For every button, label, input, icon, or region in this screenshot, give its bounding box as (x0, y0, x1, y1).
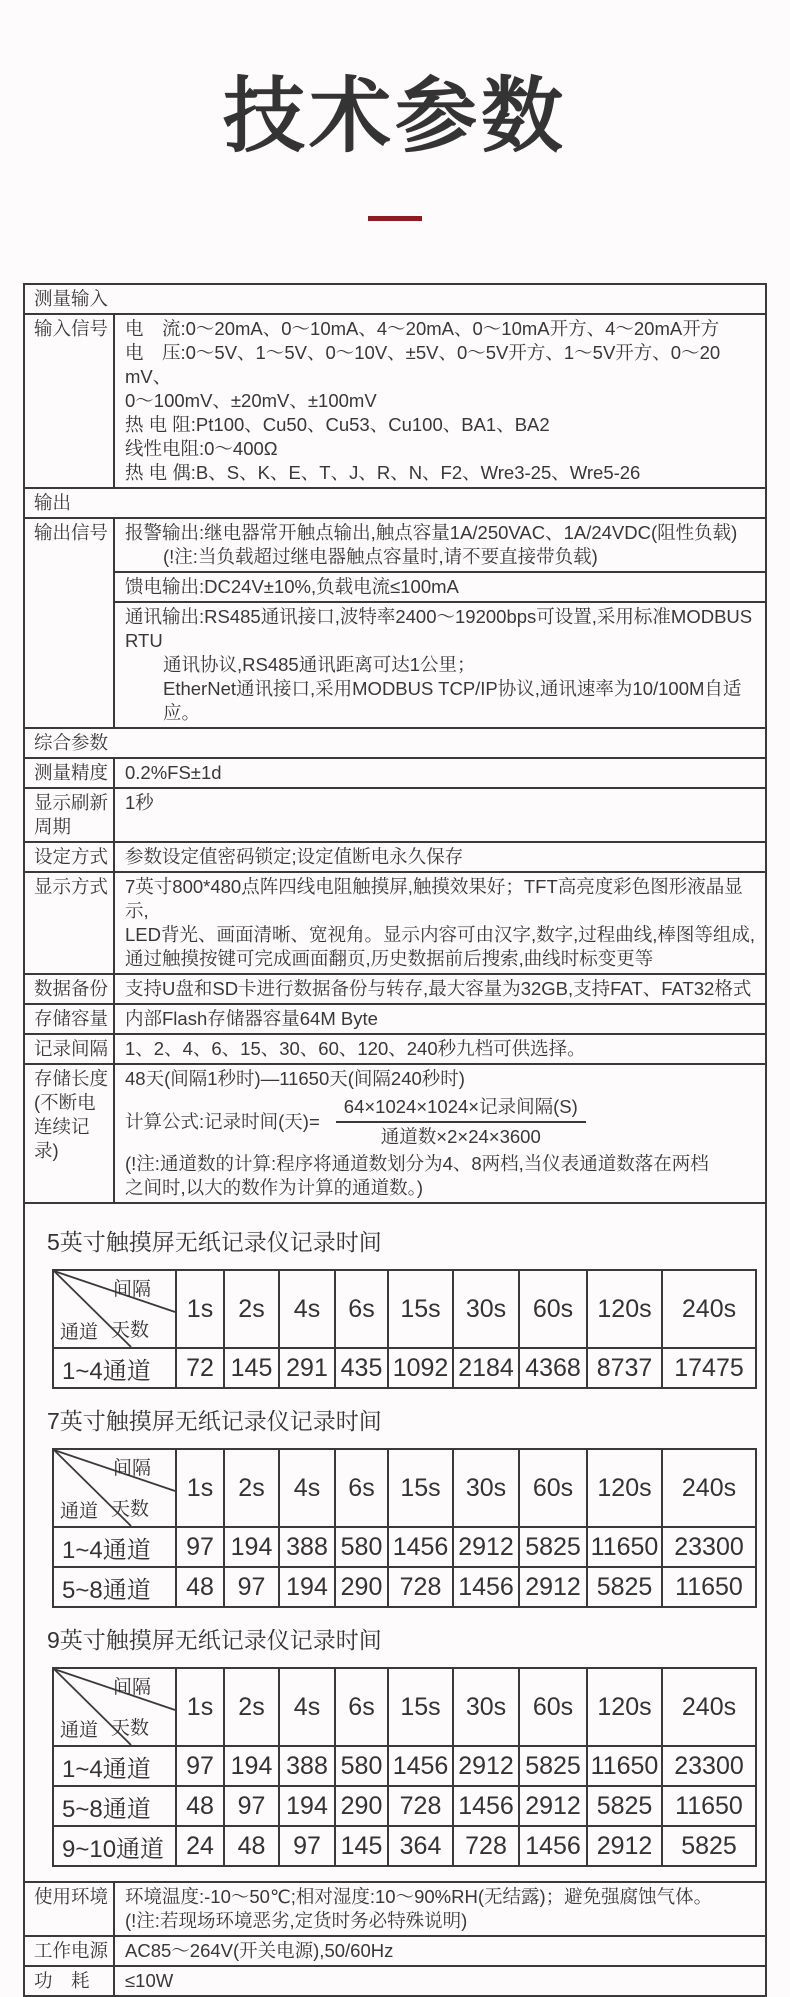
record-value-cell: 24 (175, 1827, 223, 1865)
alarm-output-subrow (115, 519, 765, 571)
display-mode-line: 通过触摸按键可完成画面翻页,历史数据前后搜索,曲线时标变更等 (125, 948, 654, 970)
feed-output-line: 馈电输出:DC24V±10%,负载电流≤100mA (125, 576, 459, 598)
storage-range-line: 48天(间隔1秒时)—11650天(间隔240秒时) (125, 1068, 465, 1090)
interval-header-cell: 2s (223, 1450, 278, 1526)
diagonal-header-cell (54, 1450, 175, 1526)
interval-header-cell: 60s (518, 1271, 586, 1347)
record-value-cell: 8737 (586, 1349, 661, 1387)
record-value-cell: 97 (278, 1827, 334, 1865)
corner-label-days: 天数 (110, 1499, 149, 1521)
interval-header-cell: 30s (452, 1669, 518, 1745)
interval-header-cell: 240s (661, 1271, 755, 1347)
record-value-cell: 2912 (518, 1787, 586, 1825)
section-header-output: 输出 (25, 487, 765, 517)
display-mode-line: LED背光、画面清晰、宽视角。显示内容可由汉字,数字,过程曲线,棒图等组成, (125, 924, 756, 946)
row-label: 记录间隔 (25, 1035, 115, 1063)
channel-label-cell: 1~4通道 (62, 1755, 151, 1783)
row-label: 输出信号 (25, 519, 115, 727)
record-value-cell: 72 (175, 1349, 223, 1387)
record-value-cell: 23300 (661, 1528, 755, 1566)
row-value (115, 519, 765, 727)
formula-fraction (336, 1095, 586, 1149)
interval-header-cell: 30s (452, 1450, 518, 1526)
corner-label-channel: 通道 (60, 1720, 99, 1742)
record-value-cell: 97 (223, 1787, 278, 1825)
diagonal-header-cell (54, 1271, 175, 1347)
record-value-cell: 2184 (452, 1349, 518, 1387)
interval-header-cell: 2s (223, 1271, 278, 1347)
record-row (54, 1745, 755, 1785)
row-label-line: 显示刷新 (34, 792, 109, 814)
record-row (54, 1566, 755, 1606)
record-value-cell: 290 (334, 1787, 387, 1825)
record-value-cell: 1092 (387, 1349, 452, 1387)
record-value-cell: 1456 (452, 1568, 518, 1606)
row-value: 1秒 (125, 792, 154, 814)
record-table-header-row (54, 1450, 755, 1526)
row-accuracy (25, 757, 765, 787)
record-value-cell: 5825 (518, 1528, 586, 1566)
row-label: 存储容量 (25, 1005, 115, 1033)
interval-header-cell: 1s (175, 1450, 223, 1526)
comm-output-line: 通讯输出:RS485通讯接口,波特率2400～19200bps可设置,采用标准MODBUS RTU (125, 606, 753, 652)
interval-header-cell: 15s (387, 1271, 452, 1347)
record-value-cell: 194 (278, 1787, 334, 1825)
row-input-signal (25, 313, 765, 487)
record-table-title-9inch: 9英寸触摸屏无纸记录仪记录时间 (47, 1627, 382, 1654)
row-value: 1、2、4、6、15、30、60、120、240秒九档可供选择。 (125, 1038, 586, 1060)
record-value-cell: 728 (387, 1568, 452, 1606)
interval-header-cell: 1s (175, 1271, 223, 1347)
record-value-cell: 291 (278, 1349, 334, 1387)
row-value: AC85～264V(开关电源),50/60Hz (125, 1940, 394, 1962)
page-title: 技术参数 (222, 71, 567, 162)
row-storage-length (25, 1063, 765, 1202)
record-table-title-7inch: 7英寸触摸屏无纸记录仪记录时间 (47, 1408, 382, 1435)
record-row (54, 1347, 755, 1387)
row-label: 测量精度 (25, 759, 115, 787)
input-signal-line: 0～100mV、±20mV、±100mV (125, 390, 377, 412)
comm-output-subrow (115, 601, 765, 727)
corner-label-days: 天数 (110, 1320, 149, 1342)
row-display-mode (25, 871, 765, 973)
row-refresh-period (25, 787, 765, 841)
row-value (115, 315, 765, 487)
row-value: 支持U盘和SD卡进行数据备份与转存,最大容量为32GB,支持FAT、FAT32格式 (125, 978, 752, 1000)
channel-label-cell: 1~4通道 (62, 1536, 151, 1564)
record-table-header-row (54, 1669, 755, 1745)
record-value-cell: 5825 (661, 1827, 755, 1865)
corner-label-channel: 通道 (60, 1322, 99, 1344)
record-value-cell: 11650 (586, 1528, 661, 1566)
interval-header-cell: 2s (223, 1669, 278, 1745)
record-value-cell: 364 (387, 1827, 452, 1865)
display-mode-line: 7英寸800*480点阵四线电阻触摸屏,触摸效果好；TFT高亮度彩色图形液晶显示, (125, 876, 743, 922)
row-data-backup (25, 973, 765, 1003)
channel-label-cell: 5~8通道 (62, 1795, 151, 1823)
row-value: ≤10W (125, 1970, 174, 1992)
feed-output-subrow (115, 571, 765, 601)
alarm-output-note: (!注:当负载超过继电器触点容量时,请不要直接带负载) (163, 546, 598, 568)
record-row (54, 1526, 755, 1566)
row-record-interval (25, 1033, 765, 1063)
input-signal-line: 线性电阻:0～400Ω (125, 438, 278, 460)
record-value-cell: 194 (223, 1528, 278, 1566)
record-value-cell: 194 (278, 1568, 334, 1606)
record-value-cell: 5825 (586, 1787, 661, 1825)
row-label-line: (不断电 (34, 1092, 96, 1114)
row-setting-mode (25, 841, 765, 871)
record-value-cell: 388 (278, 1747, 334, 1785)
comm-output-line: EtherNet通讯接口,采用MODBUS TCP/IP协议,通讯速率为10/100M自适应。 (163, 678, 742, 724)
interval-header-cell: 15s (387, 1669, 452, 1745)
record-row (54, 1825, 755, 1865)
interval-header-cell: 120s (586, 1271, 661, 1347)
input-signal-line: 电 压:0～5V、1～5V、0～10V、±5V、0～5V开方、1～5V开方、0～20 mV、 (125, 342, 721, 388)
record-value-cell: 48 (175, 1787, 223, 1825)
record-value-cell: 5825 (586, 1568, 661, 1606)
row-value: 0.2%FS±1d (125, 762, 222, 784)
record-value-cell: 5825 (518, 1747, 586, 1785)
interval-header-cell: 30s (452, 1271, 518, 1347)
title-divider (368, 216, 422, 221)
environment-line: 环境温度:-10～50℃;相对湿度:10～90%RH(无结露)；避免强腐蚀气体。 (125, 1886, 713, 1908)
interval-header-cell: 1s (175, 1669, 223, 1745)
record-value-cell: 1456 (452, 1787, 518, 1825)
row-label-line: 周期 (34, 816, 72, 838)
row-label: 工作电源 (25, 1937, 115, 1965)
record-row (54, 1785, 755, 1825)
record-table-7inch (52, 1448, 757, 1608)
record-value-cell: 11650 (586, 1747, 661, 1785)
main-spec-table (23, 283, 767, 1204)
diagonal-header-cell (54, 1669, 175, 1745)
channel-label-cell: 5~8通道 (62, 1576, 151, 1604)
interval-header-cell: 120s (586, 1669, 661, 1745)
record-value-cell: 388 (278, 1528, 334, 1566)
interval-header-cell: 4s (278, 1271, 334, 1347)
interval-header-cell: 240s (661, 1450, 755, 1526)
record-value-cell: 435 (334, 1349, 387, 1387)
channel-label-cell: 9~10通道 (62, 1835, 165, 1863)
record-value-cell: 11650 (661, 1787, 755, 1825)
alarm-output-line: 报警输出:继电器常开触点输出,触点容量1A/250VAC、1A/24VDC(阻性负载) (125, 522, 738, 544)
record-value-cell: 2912 (452, 1528, 518, 1566)
formula-denominator: 通道数×2×24×3600 (380, 1126, 541, 1148)
record-value-cell: 145 (334, 1827, 387, 1865)
interval-header-cell: 120s (586, 1450, 661, 1526)
record-value-cell: 728 (452, 1827, 518, 1865)
record-value-cell: 23300 (661, 1747, 755, 1785)
bottom-spec-table (23, 1883, 767, 1997)
row-label-line: 连续记录) (34, 1116, 90, 1162)
record-table-title-5inch: 5英寸触摸屏无纸记录仪记录时间 (47, 1229, 382, 1256)
corner-label-interval: 间隔 (112, 1458, 151, 1480)
row-power-consumption (25, 1965, 765, 1995)
row-label: 使用环境 (25, 1883, 115, 1935)
record-value-cell: 194 (223, 1747, 278, 1785)
channel-label-cell: 1~4通道 (62, 1357, 151, 1385)
record-value-cell: 1456 (518, 1827, 586, 1865)
record-table-9inch (52, 1667, 757, 1867)
interval-header-cell: 6s (334, 1271, 387, 1347)
record-value-cell: 2912 (452, 1747, 518, 1785)
record-value-cell: 2912 (518, 1568, 586, 1606)
corner-label-interval: 间隔 (112, 1279, 151, 1301)
storage-note-line: (!注:通道数的计算:程序将通道数划分为4、8两档,当仪表通道数落在两档 (125, 1153, 709, 1175)
section-header-measure-input: 测量输入 (34, 288, 109, 310)
row-value: 参数设定值密码锁定;设定值断电永久保存 (125, 846, 464, 868)
input-signal-line: 热 电 阻:Pt100、Cu50、Cu53、Cu100、BA1、BA2 (125, 414, 550, 436)
record-value-cell: 290 (334, 1568, 387, 1606)
record-value-cell: 17475 (661, 1349, 755, 1387)
record-value-cell: 48 (175, 1568, 223, 1606)
record-value-cell: 4368 (518, 1349, 586, 1387)
row-environment (25, 1883, 765, 1935)
record-value-cell: 1456 (387, 1747, 452, 1785)
section-header-general: 综合参数 (25, 727, 765, 757)
row-power-supply (25, 1935, 765, 1965)
interval-header-cell: 6s (334, 1450, 387, 1526)
record-value-cell: 97 (223, 1568, 278, 1606)
interval-header-cell: 4s (278, 1450, 334, 1526)
formula-prefix: 计算公式:记录时间(天)= (125, 1111, 320, 1133)
interval-header-cell: 60s (518, 1450, 586, 1526)
interval-header-cell: 60s (518, 1669, 586, 1745)
row-output-signal (25, 517, 765, 727)
record-value-cell: 48 (223, 1827, 278, 1865)
interval-header-cell: 240s (661, 1669, 755, 1745)
row-label: 显示方式 (25, 873, 115, 973)
input-signal-line: 热 电 偶:B、S、K、E、T、J、R、N、F2、Wre3-25、Wre5-26 (125, 462, 641, 484)
corner-label-interval: 间隔 (112, 1677, 151, 1699)
row-label-line: 存储长度 (34, 1068, 109, 1090)
row-label (25, 1065, 115, 1202)
input-signal-line: 电 流:0～20mA、0～10mA、4～20mA、0～10mA开方、4～20mA开方 (125, 318, 720, 340)
environment-note: (!注:若现场环境恶劣,定货时务必特殊说明) (125, 1910, 468, 1932)
storage-note-line: 之间时,以大的数作为计算的通道数。) (125, 1177, 424, 1199)
record-table-header-row (54, 1271, 755, 1347)
interval-header-cell: 6s (334, 1669, 387, 1745)
row-label (25, 789, 115, 841)
row-label: 设定方式 (25, 843, 115, 871)
row-value (115, 873, 765, 973)
row-label: 输入信号 (25, 315, 115, 487)
corner-label-channel: 通道 (60, 1501, 99, 1523)
record-value-cell: 580 (334, 1528, 387, 1566)
corner-label-days: 天数 (110, 1718, 149, 1740)
record-value-cell: 1456 (387, 1528, 452, 1566)
record-table-5inch (52, 1269, 757, 1389)
formula-numerator: 64×1024×1024×记录间隔(S) (336, 1095, 586, 1123)
row-value: 内部Flash存储器容量64M Byte (125, 1008, 378, 1030)
record-value-cell: 97 (175, 1528, 223, 1566)
comm-output-line: 通讯协议,RS485通讯距离可达1公里； (163, 654, 476, 676)
record-time-box (23, 1204, 767, 1883)
interval-header-cell: 15s (387, 1450, 452, 1526)
row-storage-capacity (25, 1003, 765, 1033)
row-value (115, 1883, 765, 1935)
record-value-cell: 2912 (586, 1827, 661, 1865)
row-label: 功 耗 (25, 1967, 115, 1995)
row-label: 数据备份 (25, 975, 115, 1003)
record-value-cell: 145 (223, 1349, 278, 1387)
record-value-cell: 11650 (661, 1568, 755, 1606)
record-value-cell: 97 (175, 1747, 223, 1785)
storage-formula (125, 1095, 759, 1149)
row-value (115, 1065, 765, 1202)
record-value-cell: 580 (334, 1747, 387, 1785)
interval-header-cell: 4s (278, 1669, 334, 1745)
record-value-cell: 728 (387, 1787, 452, 1825)
